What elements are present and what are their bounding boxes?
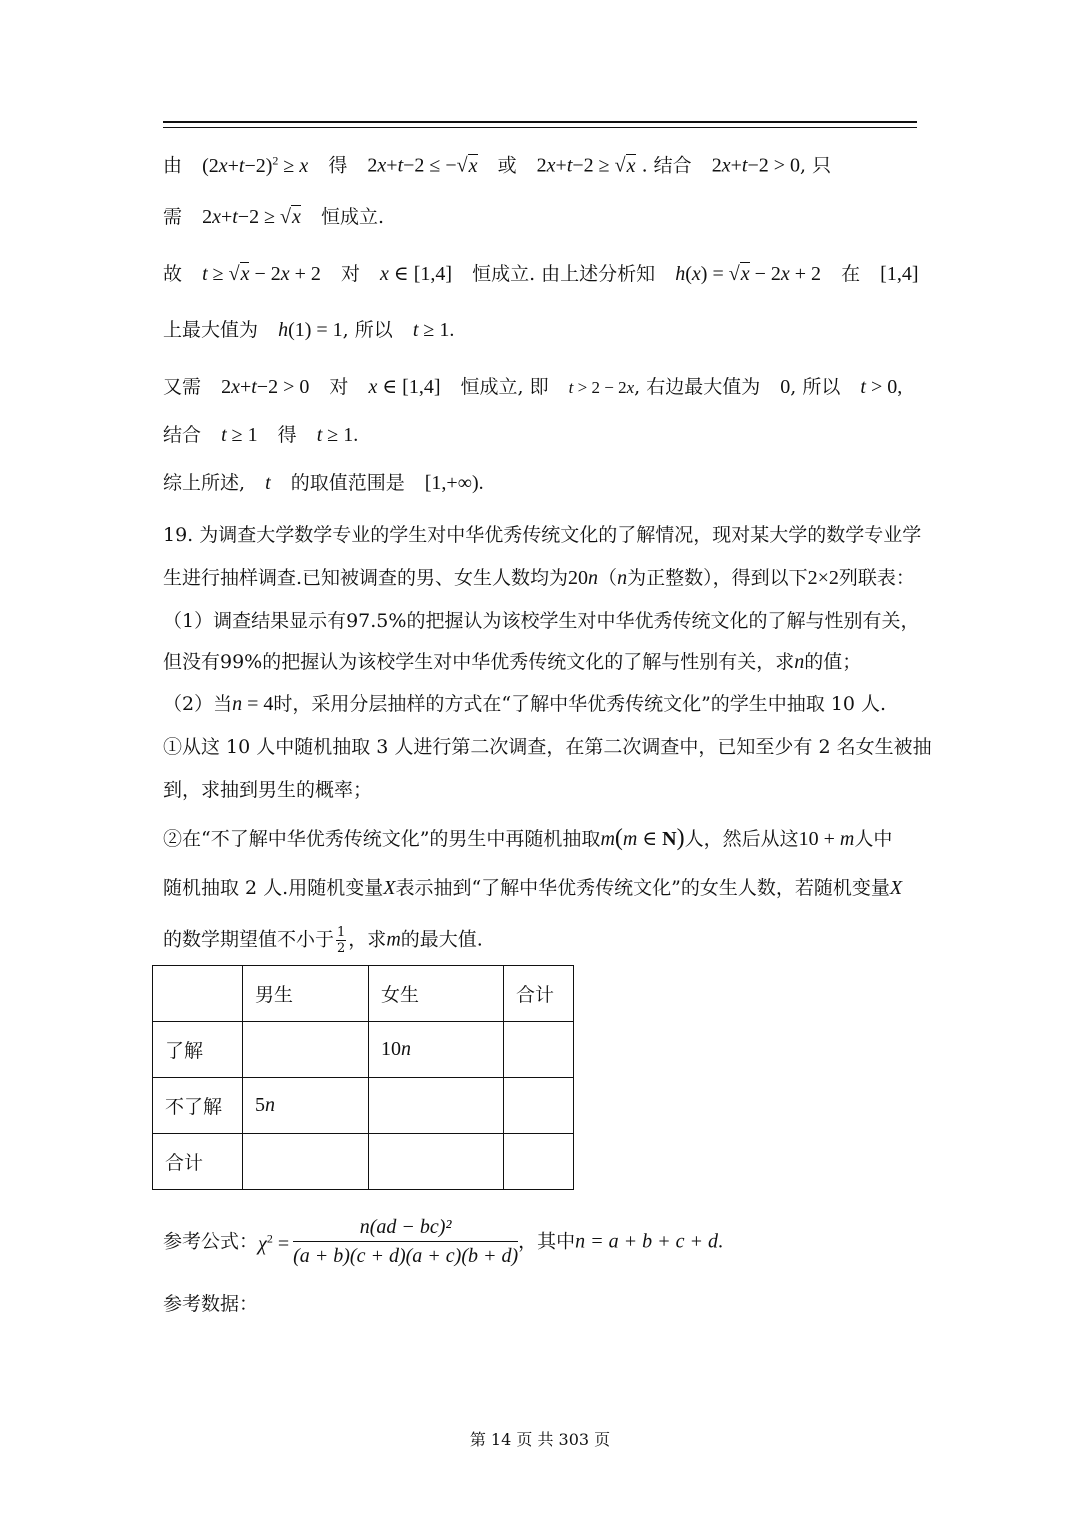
solution-line-2 — [163, 205, 384, 229]
text: 恒成立. — [320, 206, 385, 228]
text: 对 — [329, 376, 349, 398]
math-expr: m(m ∈ N) — [600, 825, 685, 851]
math-expr: n = 4 — [232, 693, 274, 715]
question-2-line-3 — [163, 925, 483, 956]
table-cell — [243, 1022, 369, 1078]
chi-square-symbol: $\chi^2$ = — [258, 1231, 290, 1256]
table-row — [153, 1134, 574, 1190]
table-header-row — [153, 966, 574, 1022]
text: ②在“不了解中华优秀传统文化”的男生中再随机抽取 — [163, 828, 601, 850]
table-cell: 10n — [369, 1022, 504, 1078]
table-cell — [504, 1022, 574, 1078]
text: 随机抽取 2 人.用随机变量 — [163, 877, 384, 899]
text: . — [478, 472, 484, 494]
text: 的数学期望值不小于 — [163, 928, 335, 951]
math-expr: 2x+t−2 > 0 — [711, 154, 800, 177]
text: 人中 — [854, 828, 893, 850]
table-row — [153, 1078, 574, 1134]
table-cell: 合计 — [153, 1134, 243, 1190]
fraction-denominator: 2 — [337, 941, 346, 956]
text: . 结合 — [641, 154, 692, 177]
page-footer: 第 14 页 共 303 页 — [469, 1430, 611, 1449]
text: 恒成立, 即 — [460, 376, 549, 398]
math-expr: 2x+t−2 ≥ √x — [536, 154, 636, 177]
table-cell — [243, 1134, 369, 1190]
table-cell — [369, 1134, 504, 1190]
math-expr: 2x+t−2 ≤ −√x — [367, 154, 478, 177]
part-1-line-2 — [163, 650, 861, 674]
fraction-numerator: 1 — [337, 925, 346, 940]
text: 或 — [497, 154, 517, 177]
math-interval: [1,4] — [880, 263, 919, 285]
math-zero: 0 — [780, 376, 791, 398]
math-var: t — [265, 472, 271, 494]
math-expr: 20n — [568, 567, 599, 589]
text: ，其中 — [518, 1230, 576, 1253]
text: 时，采用分层抽样的方式在“了解中华优秀传统文化”的学生中抽取 10 人. — [273, 693, 887, 715]
text: 的取值范围是 — [290, 472, 405, 494]
text: . — [718, 1230, 724, 1253]
table-cell — [369, 1078, 504, 1134]
header-rule-thick — [163, 121, 917, 123]
table-cell: 了解 — [153, 1022, 243, 1078]
text: , 所以 — [790, 376, 841, 398]
table-cell: 合计 — [504, 966, 574, 1022]
question-1-line-2: 到，求抽到男生的概率； — [163, 779, 373, 801]
header-rule-thin — [163, 127, 917, 128]
text: 人，然后从这 — [684, 828, 799, 850]
text: 生进行抽样调查.已知被调查的男、女生人数均为 — [163, 567, 569, 589]
text: 的值； — [804, 651, 862, 673]
solution-line-5 — [163, 375, 902, 400]
text: 结合 — [163, 424, 202, 446]
math-expr: h(1) = 1 — [278, 319, 343, 341]
reference-data-label: 参考数据： — [163, 1293, 259, 1315]
contingency-table — [152, 965, 574, 1190]
part-1-line-1: （1）调查结果显示有97.5%的把握认为该校学生对中华优秀传统文化的了解与性别有关， — [163, 610, 920, 632]
text: 需 — [163, 206, 183, 228]
math-expr: 2x+t−2 > 0 — [221, 376, 310, 398]
math-var: n — [617, 567, 628, 589]
text: 故 — [163, 263, 183, 285]
question-2-line-1 — [163, 826, 892, 851]
question-1-line-1: ①从这 10 人中随机抽取 3 人进行第二次调查，在第二次调查中，已知至少有 2 名女生被抽 — [163, 736, 932, 758]
problem-19-line-1: 19. 为调查大学数学专业的学生对中华优秀传统文化的了解情况，现对某大学的数学专业学 — [163, 524, 922, 546]
math-expr: 10 + m — [798, 828, 855, 850]
text: , 所以 — [342, 319, 393, 341]
text: 恒成立. 由上述分析知 — [472, 263, 656, 285]
text: （2）当 — [163, 693, 233, 715]
math-expr: x ∈ [1,4] — [368, 376, 441, 398]
math-expr: 2×2 — [807, 567, 839, 589]
math-expr: t ≥ 1 — [221, 424, 258, 446]
text: 对 — [340, 263, 360, 285]
table-cell: 男生 — [243, 966, 369, 1022]
math-expr: t ≥ √x − 2x + 2 — [202, 263, 321, 285]
text: 综上所述, — [163, 472, 246, 494]
math-expr: x ∈ [1,4] — [380, 263, 453, 285]
table-cell: 不了解 — [153, 1078, 243, 1134]
table-cell: 女生 — [369, 966, 504, 1022]
solution-line-3 — [163, 262, 919, 286]
math-var: m — [386, 928, 401, 951]
text: 表示抽到“了解中华优秀传统文化”的女生人数，若随机变量 — [395, 877, 890, 899]
text: ，求 — [348, 928, 387, 951]
text: 得 — [328, 154, 348, 177]
text: 列联表： — [838, 567, 915, 589]
math-expr: t > 0, — [860, 376, 903, 398]
formula-definition: n = a + b + c + d — [575, 1230, 719, 1253]
text: （ — [598, 567, 618, 589]
text: 的最大值. — [400, 928, 483, 951]
solution-line-1 — [163, 148, 831, 178]
math-expr: t ≥ 1. — [412, 319, 455, 341]
math-expr: t > 2 − 2x — [568, 378, 635, 397]
table-cell — [504, 1134, 574, 1190]
solution-line-4 — [163, 318, 454, 342]
text: 参考公式： — [163, 1230, 259, 1253]
text: 在 — [841, 263, 861, 285]
math-inequality: $(2x+t-2)^2 \ge x$ — [202, 153, 309, 177]
table-cell: 5n — [243, 1078, 369, 1134]
math-expr: 2x+t−2 ≥ √x — [202, 206, 301, 228]
formula-denominator: (a + b)(c + d)(a + c)(b + d) — [293, 1245, 519, 1267]
math-var: n — [794, 651, 805, 673]
math-expr: h(x) = √x − 2x + 2 — [675, 263, 822, 285]
math-expr: t ≥ 1. — [316, 424, 359, 446]
table-cell — [504, 1078, 574, 1134]
text: , 只 — [800, 154, 832, 177]
solution-line-7 — [163, 471, 484, 495]
reference-formula — [163, 1213, 723, 1270]
text: 上最大值为 — [163, 319, 259, 341]
part-2-line — [163, 692, 886, 716]
table-cell — [153, 966, 243, 1022]
text: 为正整数），得到以下 — [627, 567, 808, 589]
problem-19-line-2 — [163, 566, 915, 590]
text: 但没有99%的把握认为该校学生对中华优秀传统文化的了解与性别有关，求 — [163, 651, 795, 673]
chi-square-fraction — [293, 1213, 518, 1270]
text: 由 — [163, 154, 183, 177]
solution-line-6 — [163, 423, 358, 447]
formula-numerator: n(ad − bc)² — [293, 1213, 518, 1242]
table-row — [153, 1022, 574, 1078]
math-interval: [1,+∞) — [424, 472, 479, 494]
question-2-line-2 — [163, 876, 902, 900]
fraction-one-half — [336, 925, 346, 956]
text: , 右边最大值为 — [634, 376, 761, 398]
text: 又需 — [163, 376, 202, 398]
math-var: X — [383, 877, 396, 899]
math-var: X — [889, 877, 903, 899]
text: 得 — [277, 424, 297, 446]
